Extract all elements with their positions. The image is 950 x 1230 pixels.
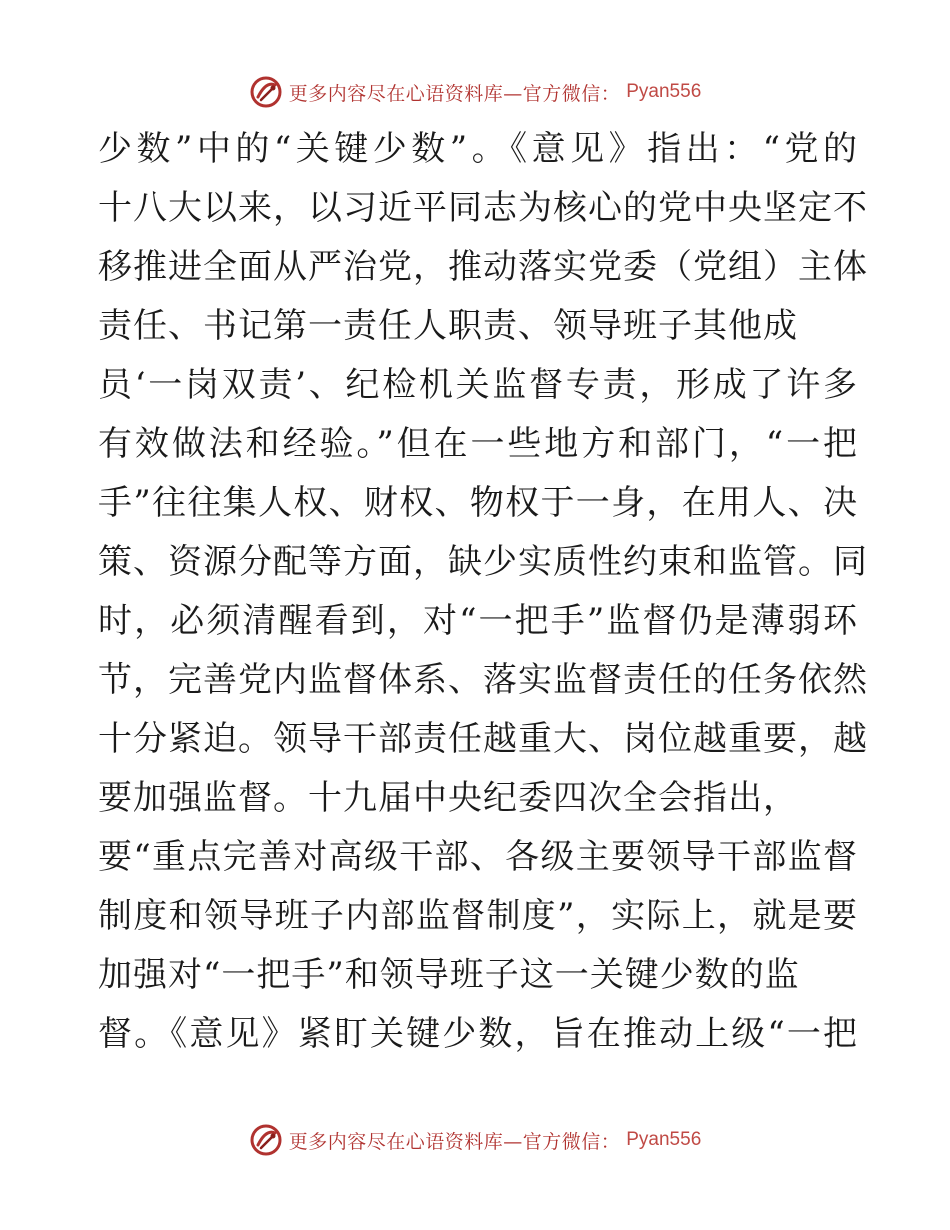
text-line: 十分紧迫。领导干部责任越重大、岗位越重要，越 (98, 719, 868, 759)
text-line: 有效做法和经验。”但在一些地方和部门，“一把 (98, 424, 858, 464)
text-line: 少数”中的“关键少数”。《意见》指出：“党的 (98, 129, 858, 169)
watermark-text: 更多内容尽在心语资料库—官方微信： (288, 1130, 621, 1153)
text-line: 时，必须清醒看到，对“一把手”监督仍是薄弱环 (98, 601, 858, 641)
watermark-handle: Pyan556 (626, 81, 702, 102)
text-line: 员‘一岗双责’、纪检机关监督专责，形成了许多 (98, 365, 858, 405)
text-line: 要“重点完善对高级干部、各级主要领导干部监督 (98, 837, 858, 877)
text-line: 节，完善党内监督体系、落实监督责任的任务依然 (98, 660, 868, 700)
seal-logo-icon (249, 75, 283, 109)
watermark-handle: Pyan556 (626, 1129, 702, 1150)
text-line: 要加强监督。十九届中央纪委四次全会指出， (98, 778, 798, 818)
watermark-text: 更多内容尽在心语资料库—官方微信： (288, 82, 621, 105)
text-line: 责任、书记第一责任人职责、领导班子其他成 (98, 306, 798, 346)
text-line: 策、资源分配等方面，缺少实质性约束和监管。同 (98, 542, 868, 582)
footer-watermark (0, 1120, 950, 1160)
text-line: 加强对“一把手”和领导班子这一关键少数的监 (98, 955, 800, 995)
document-body (98, 120, 868, 1064)
text-line: 手”往往集人权、财权、物权于一身，在用人、决 (98, 483, 858, 523)
text-line: 制度和领导班子内部监督制度”，实际上，就是要 (98, 896, 858, 936)
text-line: 十八大以来，以习近平同志为核心的党中央坚定不 (98, 188, 868, 228)
header-watermark (0, 72, 950, 112)
seal-logo-icon (249, 1123, 283, 1157)
text-line: 移推进全面从严治党，推动落实党委（党组）主体 (98, 247, 868, 287)
text-line: 督。《意见》紧盯关键少数，旨在推动上级“一把 (98, 1014, 858, 1054)
